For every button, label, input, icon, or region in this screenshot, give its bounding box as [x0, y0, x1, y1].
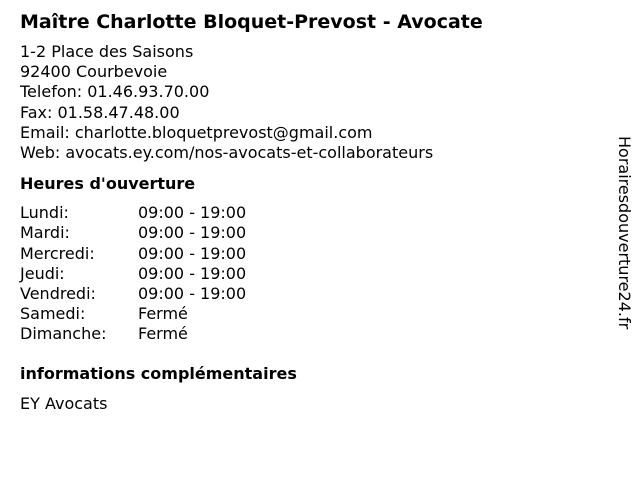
- hours-time: 09:00 - 19:00: [138, 223, 247, 243]
- fax-number: Fax: 01.58.47.48.00: [20, 102, 180, 122]
- opening-hours-table: [20, 203, 600, 344]
- hours-row-monday: [20, 203, 600, 223]
- hours-time: 09:00 - 19:00: [138, 203, 247, 223]
- contact-block: [20, 42, 600, 163]
- address-city: 92400 Courbevoie: [20, 62, 168, 82]
- hours-time: Fermé: [138, 324, 188, 344]
- email-address: Email: charlotte.bloquetprevost@gmail.com: [20, 122, 373, 142]
- hours-day: Vendredi:: [20, 284, 96, 304]
- business-card: [20, 10, 600, 414]
- hours-row-thursday: [20, 264, 600, 284]
- address-street: 1-2 Place des Saisons: [20, 42, 194, 61]
- page-title: Maître Charlotte Bloquet-Prevost - Avocate: [20, 11, 483, 33]
- hours-day: Lundi:: [20, 203, 69, 223]
- hours-row-saturday: [20, 304, 600, 324]
- hours-time: Fermé: [138, 304, 188, 324]
- additional-info-text: EY Avocats: [20, 393, 108, 413]
- additional-info-heading: informations complémentaires: [20, 363, 297, 383]
- hours-time: 09:00 - 19:00: [138, 243, 247, 263]
- hours-time: 09:00 - 19:00: [138, 263, 247, 283]
- website: Web: avocats.ey.com/nos-avocats-et-collaborateurs: [20, 143, 434, 163]
- hours-row-sunday: [20, 324, 600, 344]
- hours-row-wednesday: [20, 244, 600, 264]
- phone-number: Telefon: 01.46.93.70.00: [20, 82, 210, 102]
- hours-day: Mercredi:: [20, 243, 95, 263]
- hours-day: Samedi:: [20, 304, 86, 324]
- hours-day: Dimanche:: [20, 324, 107, 344]
- hours-day: Jeudi:: [20, 263, 65, 283]
- site-watermark: Horairesdouverture24.fr: [615, 136, 634, 330]
- opening-hours-heading: Heures d'ouverture: [20, 174, 196, 194]
- hours-time: 09:00 - 19:00: [138, 284, 247, 304]
- hours-day: Mardi:: [20, 223, 70, 243]
- hours-row-friday: [20, 284, 600, 304]
- hours-row-tuesday: [20, 223, 600, 243]
